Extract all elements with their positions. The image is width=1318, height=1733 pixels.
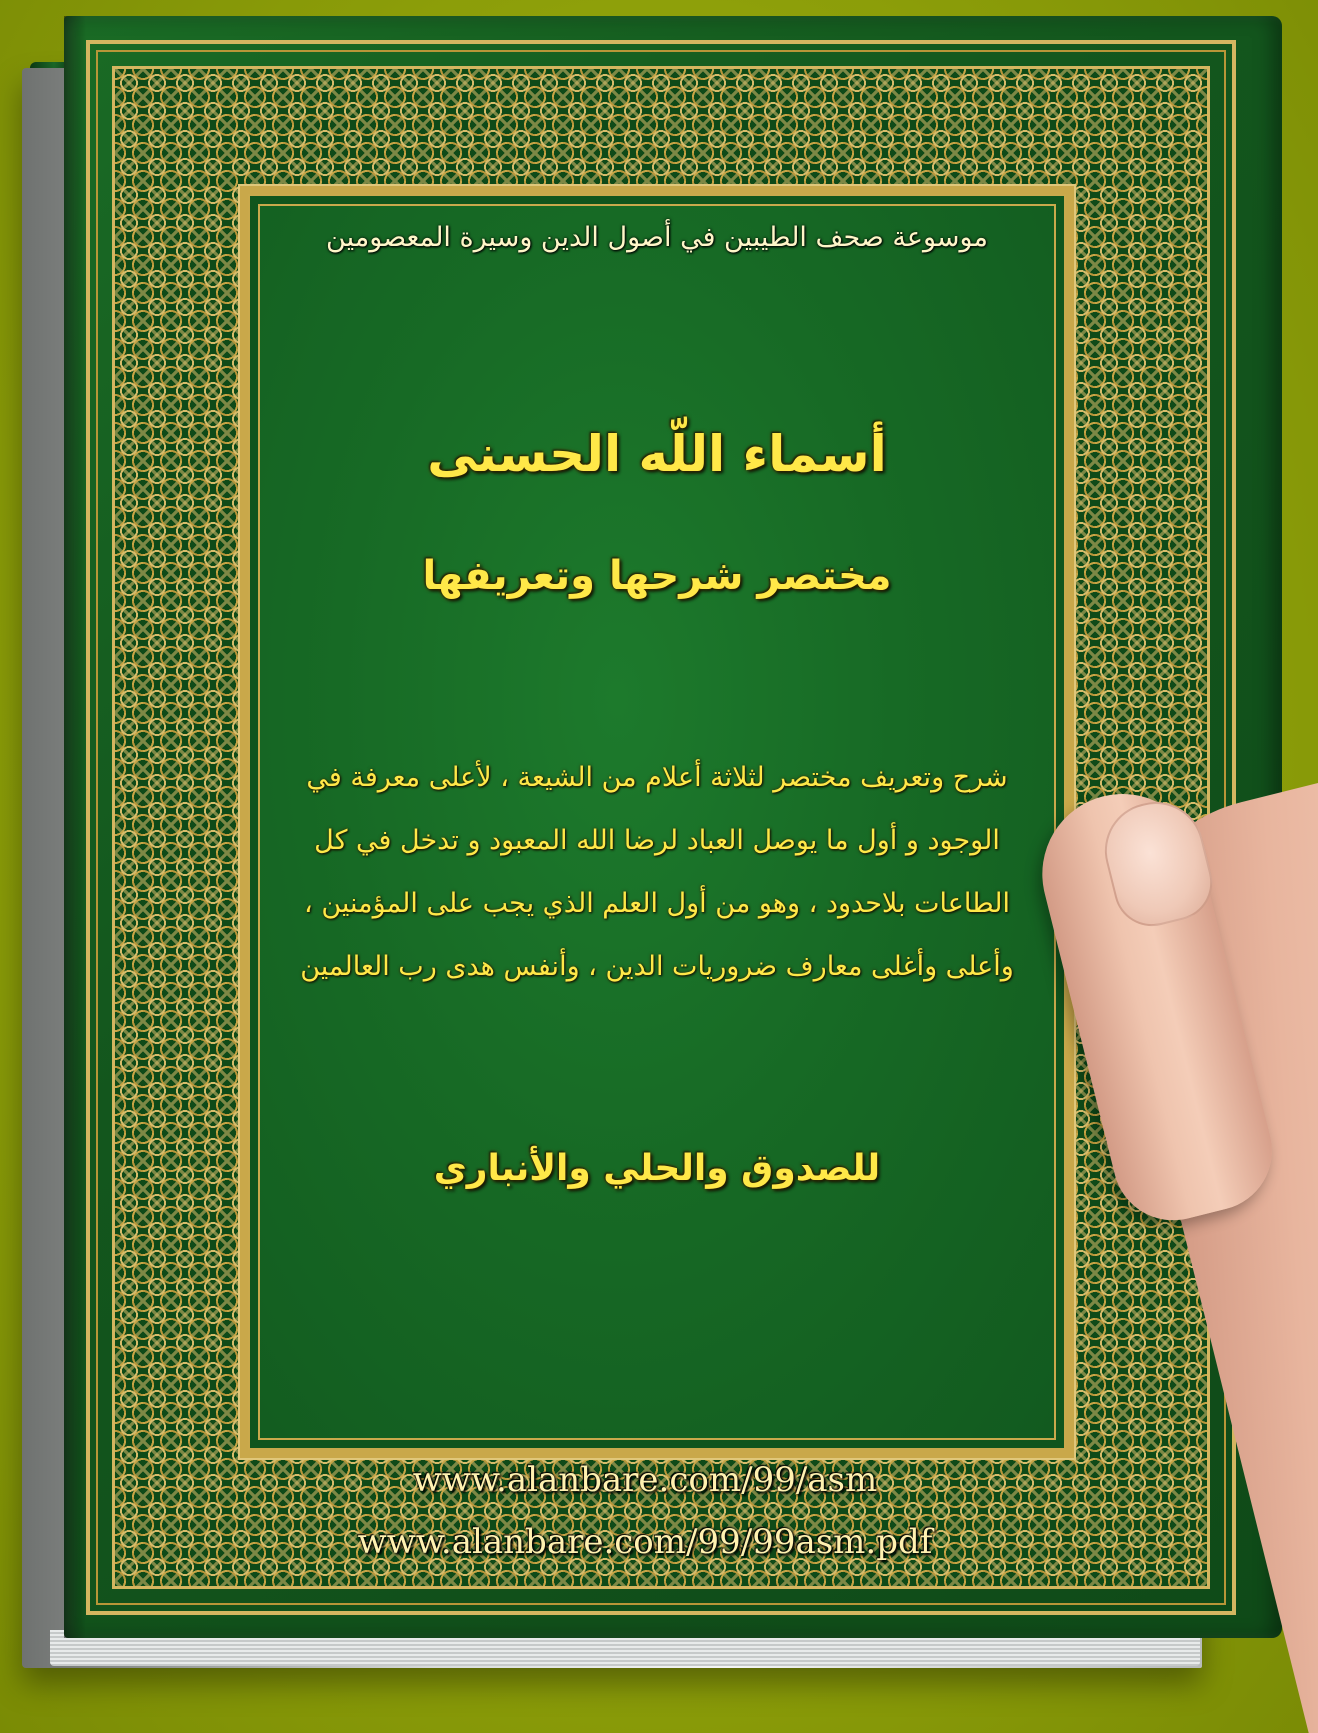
description-line: وأعلى وأغلى معارف ضروريات الدين ، وأنفس هدى رب العالمين [300, 951, 1014, 982]
description-line: الوجود و أول ما يوصل العباد لرضا الله المعبود و تدخل في كل [314, 825, 1000, 856]
book-authors: للصدوق والحلي والأنباري [433, 1148, 881, 1189]
book-description [282, 746, 1032, 998]
description-line: الطاعات بلاحدود ، وهو من أول العلم الذي يجب على المؤمنين ، [304, 888, 1010, 919]
book-title: أسماء اللّه الحسنى [427, 425, 887, 483]
series-title: موسوعة صحف الطيبين في أصول الدين وسيرة المعصومين [326, 222, 988, 253]
description-line: شرح وتعريف مختصر لثلاثة أعلام من الشيعة ، لأعلى معرفة في [306, 762, 1008, 793]
website-url: www.alanbare.com/99/asm [412, 1460, 878, 1500]
book-subtitle: مختصر شرحها وتعريفها [422, 553, 892, 599]
pdf-url: www.alanbare.com/99/99asm.pdf [357, 1522, 933, 1562]
spine-shadow [64, 16, 86, 1638]
